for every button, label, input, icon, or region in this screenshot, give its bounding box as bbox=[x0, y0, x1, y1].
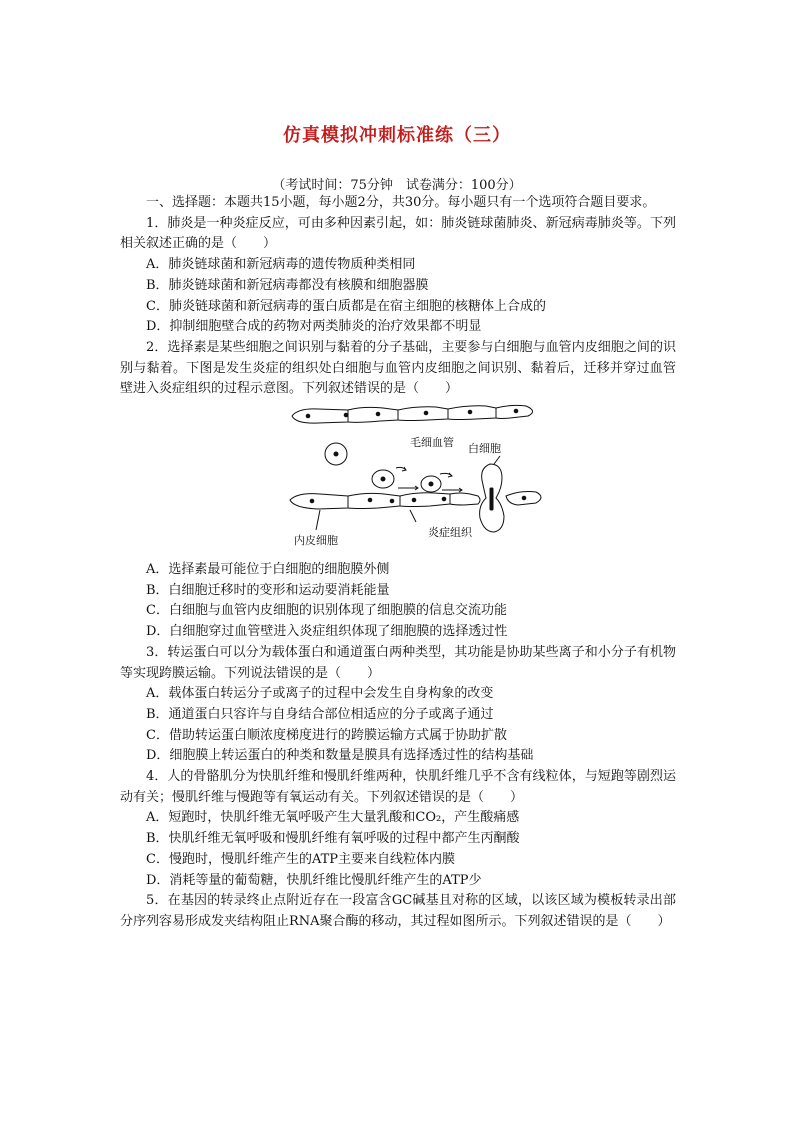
section-heading: 一、选择题：本题共15小题，每小题2分，共30分。每小题只有一个选项符合题目要求。 bbox=[146, 195, 656, 210]
question-2-option-c: C．白细胞与血管内皮细胞的识别体现了细胞膜的信息交流功能 bbox=[146, 603, 507, 619]
question-5-stem: 5．在基因的转录终止点附近存在一段富含GC碱基且对称的区域，以该区域为模板转录出部分序列容易形成发夹结构阻止RNA聚合酶的移动，其过程如图所示。下列叙述错误的是（ ） bbox=[120, 893, 676, 929]
diagram-svg bbox=[288, 404, 548, 554]
page-title: 仿真模拟冲刺标准练（三） bbox=[283, 125, 511, 146]
question-1-option-d: D．抑制细胞壁合成的药物对两类肺炎的治疗效果都不明显 bbox=[146, 319, 482, 335]
exam-meta: （考试时间：75分钟 试卷满分：100分） bbox=[272, 178, 522, 193]
lower-vessel-wall bbox=[290, 492, 541, 510]
question-3-option-d: D．细胞膜上转运蛋白的种类和数量是膜具有选择透过性的结构基础 bbox=[146, 748, 534, 764]
question-4-option-c: C．慢跑时，慢肌纤维产生的ATP主要来自线粒体内膜 bbox=[146, 851, 456, 867]
leukocyte-migration-diagram bbox=[120, 404, 676, 554]
question-2-option-d: D．白细胞穿过血管壁进入炎症组织体现了细胞膜的选择透过性 bbox=[146, 624, 508, 640]
question-1-option-a: A．肺炎链球菌和新冠病毒的遗传物质种类相同 bbox=[146, 257, 416, 273]
question-2-option-b: B．白细胞迁移时的变形和运动要消耗能量 bbox=[146, 582, 390, 598]
question-1-option-b: B．肺炎链球菌和新冠病毒都没有核膜和细胞器膜 bbox=[146, 277, 429, 293]
question-2-stem: 2．选择素是某些细胞之间识别与黏着的分子基础，主要参与白细胞与血管内皮细胞之间的识别与黏着。下图是发生炎症的组织处白细胞与血管内皮细胞之间识别、黏着后，迁移并穿过血管壁进入炎症组织的过程示意图。下列叙述错误的是（ ） bbox=[120, 339, 676, 397]
label-inflamed-tissue: 炎症组织 bbox=[428, 526, 472, 540]
label-wbc: 白细胞 bbox=[468, 442, 501, 456]
question-4-stem: 4．人的骨骼肌分为快肌纤维和慢肌纤维两种，快肌纤维几乎不含有线粒体，与短跑等剧烈运动有关；慢肌纤维与慢跑等有氧运动有关。下列叙述错误的是（ ） bbox=[120, 769, 676, 805]
label-capillary: 毛细血管 bbox=[410, 436, 454, 450]
exam-content bbox=[120, 193, 676, 933]
question-1-option-c: C．肺炎链球菌和新冠病毒的蛋白质都是在宿主细胞的核糖体上合成的 bbox=[146, 298, 546, 314]
upper-vessel-wall bbox=[292, 405, 533, 423]
question-4-option-a: A．短跑时，快肌纤维无氧呼吸产生大量乳酸和CO₂，产生酸痛感 bbox=[146, 810, 520, 826]
label-endothelial: 内皮细胞 bbox=[294, 534, 338, 548]
question-3-option-c: C．借助转运蛋白顺浓度梯度进行的跨膜运输方式属于协助扩散 bbox=[146, 727, 507, 743]
question-1-stem: 1．肺炎是一种炎症反应，可由多种因素引起，如：肺炎链球菌肺炎、新冠病毒肺炎等。下列相关叙述正确的是（ ） bbox=[120, 215, 676, 252]
question-3-option-a: A．载体蛋白转运分子或离子的过程中会发生自身构象的改变 bbox=[146, 686, 494, 702]
question-2-option-a: A．选择素最可能位于白细胞的细胞膜外侧 bbox=[146, 562, 390, 578]
question-4-option-d: D．消耗等量的葡萄糖，快肌纤维比慢肌纤维产生的ATP少 bbox=[146, 872, 482, 888]
question-3-stem: 3．转运蛋白可以分为载体蛋白和通道蛋白两种类型，其功能是协助某些离子和小分子有机物等实现跨膜运输。下列说法错误的是（ ） bbox=[120, 644, 676, 681]
question-3-option-b: B．通道蛋白只容许与自身结合部位相适应的分子或离子通过 bbox=[146, 706, 494, 722]
question-4-option-b: B．快肌纤维无氧呼吸和慢肌纤维有氧呼吸的过程中都产生丙酮酸 bbox=[146, 831, 520, 847]
rolling-leukocytes bbox=[325, 443, 441, 492]
